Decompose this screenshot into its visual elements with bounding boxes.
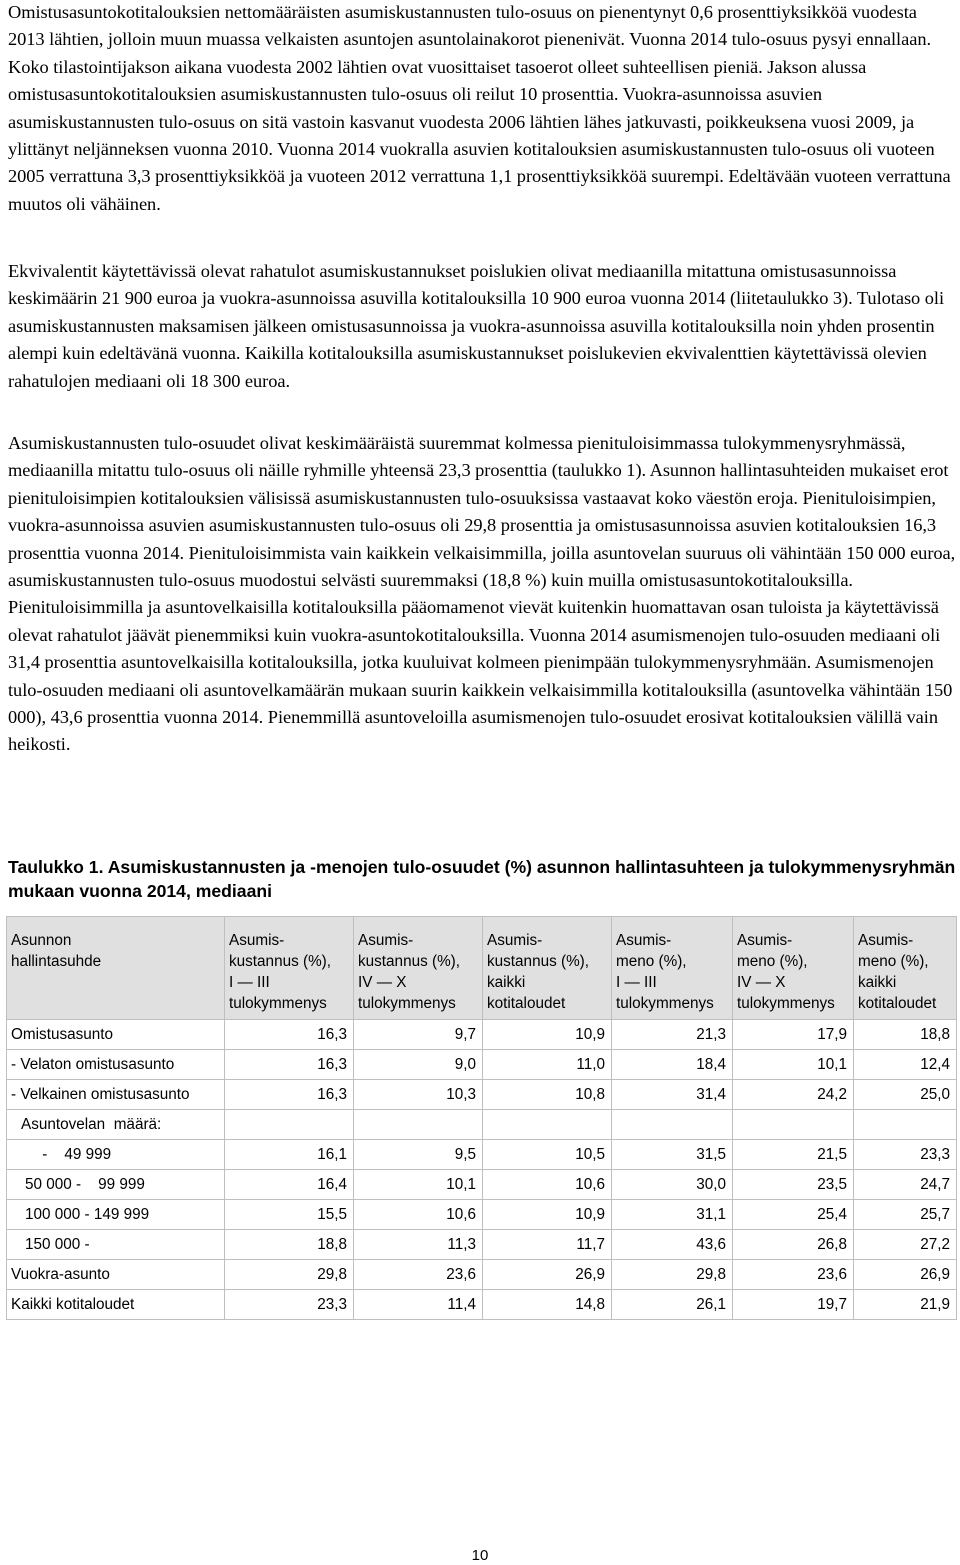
column-header — [483, 917, 612, 1020]
column-header — [225, 917, 354, 1020]
table-cell: 23,6 — [733, 1260, 854, 1290]
table-cell: 10,9 — [483, 1200, 612, 1230]
column-header-line: Asumis- — [358, 932, 414, 949]
table-cell: 11,0 — [483, 1050, 612, 1080]
column-header-line: tulokymmenys — [737, 995, 835, 1012]
page-number: 10 — [471, 1547, 489, 1564]
table-cell: 18,8 — [854, 1020, 957, 1050]
table-cell — [354, 1110, 483, 1140]
table-cell: 25,0 — [854, 1080, 957, 1110]
column-header — [854, 917, 957, 1020]
table-header-row — [7, 917, 957, 1020]
column-header-line: Asumis- — [858, 932, 914, 949]
table-cell: 21,5 — [733, 1140, 854, 1170]
row-label: Kaikki kotitaloudet — [7, 1290, 225, 1320]
column-header-line: kaikki — [858, 974, 897, 991]
column-header-line: I — III — [229, 974, 270, 991]
table-cell: 16,4 — [225, 1170, 354, 1200]
table-cell: 31,5 — [612, 1140, 733, 1170]
column-header-line: kotitaloudet — [858, 995, 937, 1012]
table-row — [7, 1290, 957, 1320]
column-header-line: I — III — [616, 974, 657, 991]
table-cell: 21,9 — [854, 1290, 957, 1320]
table-cell: 10,8 — [483, 1080, 612, 1110]
row-label: Vuokra-asunto — [7, 1260, 225, 1290]
table-cell: 11,3 — [354, 1230, 483, 1260]
table-row — [7, 1170, 957, 1200]
column-header-line: meno (%), — [737, 953, 808, 970]
table-cell — [612, 1110, 733, 1140]
table-cell: 29,8 — [612, 1260, 733, 1290]
body-paragraph-1: Omistusasuntokotitalouksien nettomääräisten asumiskustannusten tulo-osuus on pienentynyt 0,6 prosenttiyksikköä vuodesta 2013 lähtien, jolloin muun muassa velkaisten asuntojen asuntolainakorot pienenivät. Vuonna 2014 tulo-osuus pysyi ennallaan. Koko tilastointijakson aikana vuodesta 2002 lähtien ovat vuosittaiset tasoerot olleet suhteellisen pieniä. Jakson alussa omistusasuntokotitalouksien asumiskustannusten tulo-osuus oli reilut 10 prosenttia. Vuokra-asunnoissa asuvien asumiskustannusten tulo-osuus on sitä vastoin kasvanut vuodesta 2006 lähtien lähes jatkuvasti, poikkeuksena vuosi 2009, ja ylittänyt neljänneksen vuonna 2010. Vuonna 2014 vuokralla asuvien kotitalouksien asumiskustannusten tulo-osuus oli vuoteen 2005 verrattuna 3,3 prosenttiyksikköä ja vuoteen 2012 verrattuna 1,1 prosenttiyksikköä suurempi. Edeltävään vuoteen verrattuna muutos oli vähäinen. — [8, 2, 951, 214]
table-cell: 31,4 — [612, 1080, 733, 1110]
table-row — [7, 1110, 957, 1140]
column-header-line: kustannus (%), — [358, 953, 461, 970]
table-cell: 19,7 — [733, 1290, 854, 1320]
column-header-line: Asunnon — [11, 932, 72, 949]
column-header-line: IV — X — [737, 974, 786, 991]
column-header-line: Asumis- — [616, 932, 672, 949]
row-label: 100 000 - 149 999 — [7, 1200, 225, 1230]
table-cell: 12,4 — [854, 1050, 957, 1080]
table-cell: 10,6 — [483, 1170, 612, 1200]
data-table — [6, 916, 957, 1320]
row-label: 50 000 - 99 999 — [7, 1170, 225, 1200]
table-cell: 14,8 — [483, 1290, 612, 1320]
table-cell: 18,4 — [612, 1050, 733, 1080]
table-cell: 10,3 — [354, 1080, 483, 1110]
table-cell: 31,1 — [612, 1200, 733, 1230]
column-header-line: kaikki — [487, 974, 526, 991]
table-cell: 10,6 — [354, 1200, 483, 1230]
table-cell: 17,9 — [733, 1020, 854, 1050]
table-cell — [733, 1110, 854, 1140]
table-cell: 9,0 — [354, 1050, 483, 1080]
table-row — [7, 1050, 957, 1080]
row-label: - Velkainen omistusasunto — [7, 1080, 225, 1110]
table-cell: 21,3 — [612, 1020, 733, 1050]
table-cell — [854, 1110, 957, 1140]
column-header-line: tulokymmenys — [358, 995, 456, 1012]
table-cell: 25,4 — [733, 1200, 854, 1230]
column-header-line: tulokymmenys — [616, 995, 714, 1012]
table-cell: 16,3 — [225, 1050, 354, 1080]
column-header-line: Asumis- — [229, 932, 285, 949]
table-cell: 18,8 — [225, 1230, 354, 1260]
table-row — [7, 1020, 957, 1050]
table-cell: 10,1 — [733, 1050, 854, 1080]
table-cell: 23,5 — [733, 1170, 854, 1200]
table-cell: 9,5 — [354, 1140, 483, 1170]
table-cell: 24,2 — [733, 1080, 854, 1110]
table-cell: 26,9 — [854, 1260, 957, 1290]
table-cell — [483, 1110, 612, 1140]
table-row — [7, 1230, 957, 1260]
column-header-line: kotitaloudet — [487, 995, 566, 1012]
table-row — [7, 1140, 957, 1170]
table-body — [7, 1020, 957, 1320]
column-header — [354, 917, 483, 1020]
table-cell: 10,5 — [483, 1140, 612, 1170]
table-cell: 23,6 — [354, 1260, 483, 1290]
table-cell: 24,7 — [854, 1170, 957, 1200]
table-row — [7, 1080, 957, 1110]
table-cell: 26,1 — [612, 1290, 733, 1320]
table-row — [7, 1200, 957, 1230]
row-label: Asuntovelan määrä: — [7, 1110, 225, 1140]
table-cell: 30,0 — [612, 1170, 733, 1200]
column-header-line: hallintasuhde — [11, 953, 102, 970]
row-label: 150 000 - — [7, 1230, 225, 1260]
column-header — [7, 917, 225, 1020]
table-cell: 23,3 — [854, 1140, 957, 1170]
column-header-line: kustannus (%), — [487, 953, 590, 970]
table-cell: 15,5 — [225, 1200, 354, 1230]
column-header — [733, 917, 854, 1020]
table-cell: 9,7 — [354, 1020, 483, 1050]
table-cell: 16,3 — [225, 1020, 354, 1050]
body-paragraph-3: Asumiskustannusten tulo-osuudet olivat keskimääräistä suuremmat kolmessa pienituloisimmassa tulokymmenysryhmässä, mediaanilla mitattu tulo-osuus oli näille ryhmille yhteensä 23,3 prosenttia (taulukko 1). Asunnon hallintasuhteiden mukaiset erot pienituloisimpien kotitalouksien välisissä asumiskustannusten tulo-osuuksissa vastaavat koko väestön eroja. Pienituloisimpien, vuokra-asunnoissa asuvien asumiskustannusten tulo-osuus oli 29,8 prosenttia ja omistusasunnoissa asuvien kotitalouksien 16,3 prosenttia vuonna 2014. Pienituloisimmista vain kaikkein velkaisimmilla, joilla asuntovelan suuruus oli vähintään 150 000 euroa, asumiskustannusten tulo-osuus muodostui selvästi suuremmaksi (18,8 %) kuin muilla omistusasuntokotitalouksilla. Pienituloisimmilla ja asuntovelkaisilla kotitalouksilla pääomamenot vievät kuitenkin huomattavan osan tuloista ja käytettävissä olevat rahatulot jäävät pienemmiksi kuin vuokra-asuntokotitalouksilla. Vuonna 2014 asumismenojen tulo-osuuden mediaani oli 31,4 prosenttia asuntovelkaisilla kotitalouksilla, jotka kuuluivat kolmeen pienimpään tulokymmenysryhmään. Asumismenojen tulo-osuuden mediaani oli asuntovelkamäärän mukaan suurin kaikkein velkaisimmilla kotitalouksilla (asuntovelka vähintään 150 000), 43,6 prosenttia vuonna 2014. Pienemmillä asuntoveloilla asumismenojen tulo-osuudet erosivat kotitalouksien välillä vain heikosti. — [8, 433, 956, 755]
column-header — [612, 917, 733, 1020]
column-header-line: Asumis- — [737, 932, 793, 949]
table-cell: 25,7 — [854, 1200, 957, 1230]
column-header-line: tulokymmenys — [229, 995, 327, 1012]
table-cell: 10,1 — [354, 1170, 483, 1200]
column-header-line: kustannus (%), — [229, 953, 332, 970]
table-cell: 26,9 — [483, 1260, 612, 1290]
row-label: - 49 999 — [7, 1140, 225, 1170]
table-cell: 11,7 — [483, 1230, 612, 1260]
row-label: Omistusasunto — [7, 1020, 225, 1050]
column-header-line: Asumis- — [487, 932, 543, 949]
body-paragraph-2: Ekvivalentit käytettävissä olevat rahatulot asumiskustannukset poislukien olivat mediaanilla mitattuna omistusasunnoissa keskimäärin 21 900 euroa ja vuokra-asunnoissa asuvilla kotitalouksilla 10 900 euroa vuonna 2014 (liitetaulukko 3). Tulotaso oli asumiskustannusten maksamisen jälkeen omistusasunnoissa ja vuokra-asunnoissa asuvilla kotitalouksilla noin yhden prosentin alempi kuin edeltävänä vuonna. Kaikilla kotitalouksilla asumiskustannukset poislukevien ekvivalenttien käytettävissä olevien rahatulojen mediaani oli 18 300 euroa. — [8, 261, 945, 391]
table-cell: 10,9 — [483, 1020, 612, 1050]
table-cell: 16,3 — [225, 1080, 354, 1110]
column-header-line: meno (%), — [858, 953, 929, 970]
column-header-line: IV — X — [358, 974, 407, 991]
row-label: - Velaton omistusasunto — [7, 1050, 225, 1080]
table-cell: 27,2 — [854, 1230, 957, 1260]
table-row — [7, 1260, 957, 1290]
table-cell: 11,4 — [354, 1290, 483, 1320]
table-cell: 26,8 — [733, 1230, 854, 1260]
table-cell: 23,3 — [225, 1290, 354, 1320]
table-cell: 29,8 — [225, 1260, 354, 1290]
column-header-line: meno (%), — [616, 953, 687, 970]
table-cell: 43,6 — [612, 1230, 733, 1260]
table-cell — [225, 1110, 354, 1140]
table-caption: Taulukko 1. Asumiskustannusten ja -menojen tulo-osuudet (%) asunnon hallintasuhteen ja tulokymmenysryhmän mukaan vuonna 2014, mediaani — [8, 857, 956, 901]
table-cell: 16,1 — [225, 1140, 354, 1170]
